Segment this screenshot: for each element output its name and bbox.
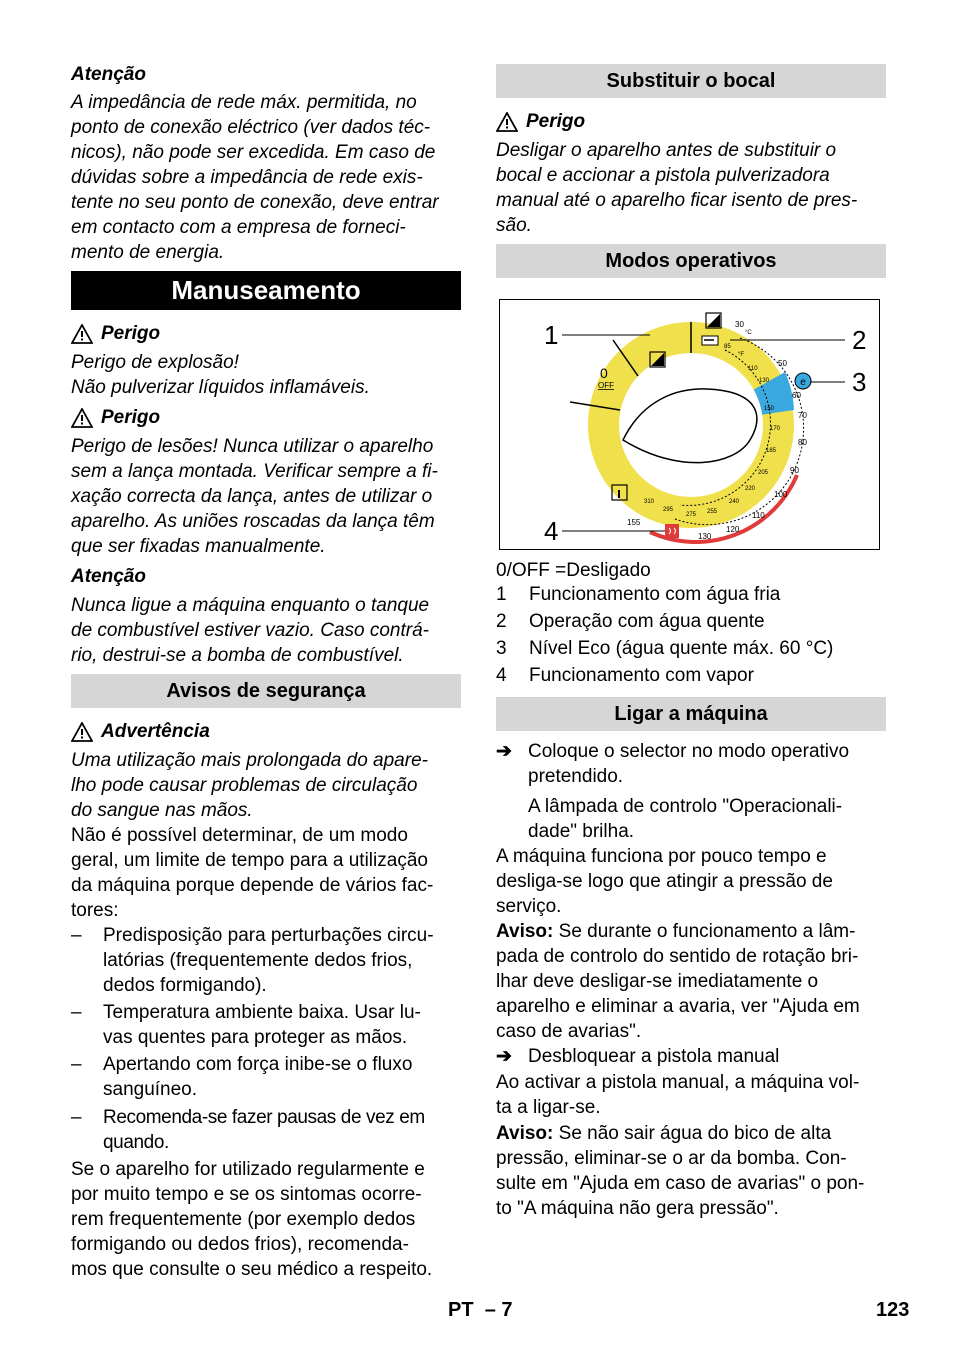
- modes-heading: Modos operativos: [496, 244, 886, 278]
- scale-label: 155: [627, 518, 641, 527]
- step-1-result: A lâmpada de controlo "Operacionali- dade" brilha.: [528, 796, 843, 842]
- attention-text-1: A impedância de rede máx. permitida, no ponto de conexão eléctrico (ver dados téc- nicos), não pode ser excedida. Em caso de dúvidas sobre a impedância de rede exis- tente no seu ponto de conexão, deve entrar em contacto com a empresa de forneci- mento de energia.: [71, 92, 439, 263]
- scale-label: 110: [752, 511, 765, 520]
- scale-label: 275: [686, 512, 697, 518]
- danger-text-2: Perigo de lesões! Nunca utilizar o aparelho sem a lança montada. Verificar sempre a fi- xação correcta da lança, antes de utilizar o aparelho. As uniões roscadas da lança têm que ser fixadas manualmente.: [71, 436, 438, 557]
- callout-4: 4: [544, 516, 559, 546]
- scale-label: 130: [759, 378, 770, 384]
- warning-triangle-icon: [71, 722, 93, 742]
- warning-triangle-icon: [71, 324, 93, 344]
- safety-heading: Avisos de segurança: [71, 674, 461, 708]
- selector-dial-svg: [500, 300, 879, 549]
- bullet-dash: –: [71, 925, 82, 946]
- scale-label: 110: [748, 366, 758, 372]
- scale-label: 150: [764, 406, 775, 412]
- bullet-dash: –: [71, 1107, 82, 1128]
- warning-text: Uma utilização mais prolongada do apare- lho pode causar problemas de circulação do sangue nas mãos.: [71, 750, 428, 821]
- mode-item: 3 Nível Eco (água quente máx. 60 °C): [496, 638, 834, 659]
- warning-heading: Advertência: [71, 719, 210, 744]
- start-heading: Ligar a máquina: [496, 697, 886, 731]
- warning-triangle-icon: [71, 408, 93, 428]
- mode-item: 4 Funcionamento com vapor: [496, 665, 754, 686]
- arrow-icon: ➔: [496, 741, 512, 762]
- scale-label: 205: [758, 470, 769, 476]
- warning-triangle-icon: [496, 112, 518, 132]
- danger-heading-1: Perigo: [71, 321, 160, 346]
- callout-3: 3: [852, 367, 867, 397]
- unit-celsius: °C: [745, 330, 752, 336]
- page-number: 123: [876, 1299, 910, 1321]
- scale-label: 130: [698, 532, 712, 541]
- scale-label: 220: [745, 486, 756, 492]
- danger-heading-2: Perigo: [71, 405, 160, 430]
- danger-text-3: Desligar o aparelho antes de substituir o bocal e accionar a pistola pulverizadora manual até o aparelho ficar isento de pres- são.: [496, 140, 858, 236]
- callout-2: 2: [852, 325, 867, 355]
- mode-list: [496, 582, 833, 690]
- list-item: Recomenda-se fazer pausas de vez em quando.: [103, 1107, 425, 1153]
- scale-label: 255: [707, 509, 718, 515]
- paragraph-1: A máquina funciona por pouco tempo e desliga-se logo que atingir a pressão de serviço.: [496, 846, 833, 917]
- mode-off-row: 0/OFF =Desligado: [496, 560, 651, 581]
- step-2: Desbloquear a pistola manual: [528, 1046, 780, 1067]
- off-label: OFF: [598, 381, 614, 390]
- selector-dial-figure: [499, 299, 880, 550]
- scale-label: 80: [798, 438, 807, 447]
- note-2: Aviso: Se não sair água do bico de alta pressão, eliminar-se o ar da bomba. Con- sulte em "Ajuda em caso de avarias" o pon- to "A máquina não gera pressão".: [496, 1123, 865, 1219]
- scale-label: 295: [663, 507, 674, 513]
- scale-label: 90: [790, 466, 799, 475]
- hot-water-icon: [706, 313, 721, 328]
- arrow-icon: ➔: [496, 1046, 512, 1067]
- bullet-dash: –: [71, 1054, 82, 1075]
- nozzle-icon: [702, 336, 718, 345]
- section-title-manuseamento: Manuseamento: [71, 271, 461, 310]
- scale-label: 120: [726, 525, 740, 534]
- scale-label: 70: [798, 411, 807, 420]
- scale-label: 60: [792, 391, 801, 400]
- nozzle-heading: Substituir o bocal: [496, 64, 886, 98]
- scale-label: 240: [729, 499, 740, 505]
- scale-label: 85: [724, 344, 731, 350]
- off-zero: 0: [600, 365, 608, 381]
- callout-1: 1: [544, 320, 559, 350]
- attention-text-2: Nunca ligue a máquina enquanto o tanque de combustível estiver vazio. Caso contrá- rio, destrui-se a bomba de combustível.: [71, 595, 430, 666]
- attention-heading-1: Atenção: [71, 64, 146, 85]
- danger-heading-3: Perigo: [496, 109, 585, 134]
- steam-icon: [665, 524, 679, 538]
- svg-text:e: e: [800, 377, 806, 388]
- list-item: Temperatura ambiente baixa. Usar lu- vas quentes para proteger as mãos.: [103, 1002, 421, 1048]
- body-paragraph-1: Não é possível determinar, de um modo geral, um limite de tempo para a utilização da máquina porque depende de vários fac- tores:: [71, 825, 434, 921]
- attention-heading-2: Atenção: [71, 566, 146, 587]
- body-paragraph-2: Se o aparelho for utilizado regularmente e por muito tempo e se os sintomas ocorre- rem frequentemente (por exemplo dedos formigando ou dedos frios), recomenda- mos que consulte o seu médico a respeito.: [71, 1159, 433, 1280]
- bullet-dash: –: [71, 1002, 82, 1023]
- mode-item: 2 Operação com água quente: [496, 611, 765, 632]
- scale-label: 50: [778, 359, 787, 368]
- note-1: Aviso: Se durante o funcionamento a lâm- pada de controlo do sentido de rotação bri- lhar deve desligar-se imediatamente o aparelho e eliminar a avaria, ver "Ajuda em caso de avarias".: [496, 921, 860, 1042]
- unit-fahrenheit: °F: [738, 352, 745, 358]
- mode-item: 1 Funcionamento com água fria: [496, 584, 781, 605]
- scale-label: 170: [770, 426, 781, 432]
- paragraph-2: Ao activar a pistola manual, a máquina vol- ta a ligar-se.: [496, 1072, 860, 1118]
- step-1: Coloque o selector no modo operativo pretendido.: [528, 741, 850, 787]
- footer-section: PT – 7: [448, 1299, 513, 1321]
- list-item: Apertando com força inibe-se o fluxo sanguíneo.: [103, 1054, 413, 1100]
- scale-label: 100: [774, 490, 788, 499]
- list-item: Predisposição para perturbações circu- latórias (frequentemente dedos frios, dedos formigando).: [103, 925, 434, 996]
- scale-label: 30: [735, 320, 744, 329]
- scale-label: 310: [644, 499, 655, 505]
- danger-text-1: Perigo de explosão! Não pulverizar líquidos inflamáveis.: [71, 352, 370, 398]
- scale-label: 185: [766, 448, 777, 454]
